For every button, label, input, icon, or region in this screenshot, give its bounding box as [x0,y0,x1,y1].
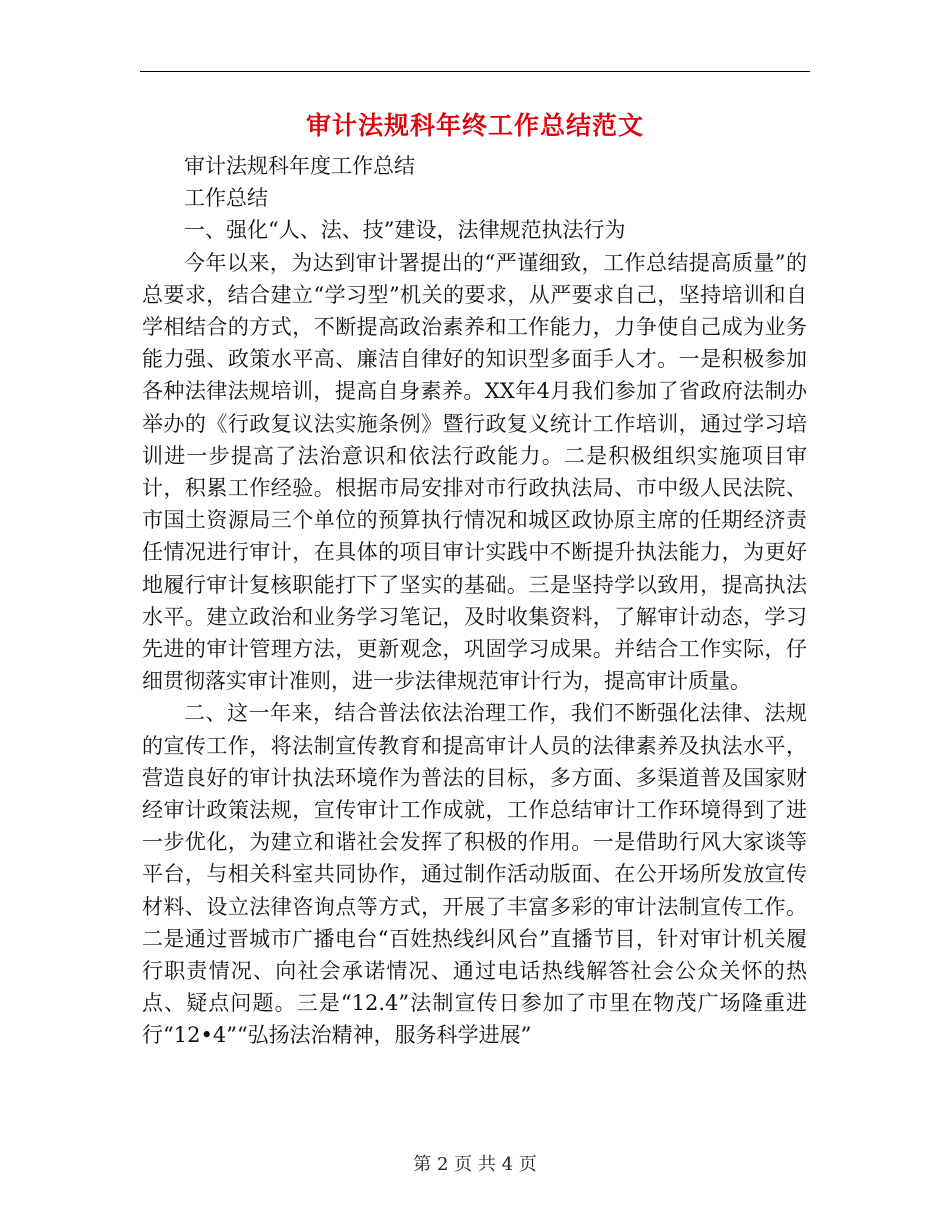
paragraph-section-label: 工作总结 [184,186,268,211]
document-title: 审计法规科年终工作总结范文 [305,111,644,140]
header-rule [140,71,810,72]
paragraph-body-two: 二、这一年来，结合普法依法治理工作，我们不断强化法律、法规的宣传工作，将法制宣传教育和提高审计人员的法律素养及执法水平，营造良好的审计执法环境作为普法的目标，多方面、多渠道普及国家财经审计政策法规，宣传审计工作成就，工作总结审计工作环境得到了进一步优化，为建立和谐社会发挥了积极的作用。一是借助行风大家谈等平台，与相关科室共同协作，通过制作活动版面、在公开场所发放宣传材料、设立法律咨询点等方式，开展了丰富多彩的审计法制宣传工作。二是通过晋城市广播电台“百姓热线纠风台”直播节目，针对审计机关履行职责情况、向社会承诺情况、通过电话热线解答社会公众关怀的热点、疑点问题。三是“12.4”法制宣传日参加了市里在物茂广场隆重进行“12•4”“弘扬法治精神，服务科学进展” [142,701,807,1048]
paragraph-body-one: 今年以来，为达到审计署提出的“严谨细致，工作总结提高质量”的总要求，结合建立“学习型”机关的要求，从严要求自己，坚持培训和自学相结合的方式，不断提高政治素养和工作能力，力争使自己成为业务能力强、政策水平高、廉洁自律好的知识型多面手人才。一是积极参加各种法律法规培训，提高自身素养。XX年4月我们参加了省政府法制办举办的《行政复议法实施条例》暨行政复义统计工作培训，通过学习培训进一步提高了法治意识和依法行政能力。二是积极组织实施项目审计，积累工作经验。根据市局安排对市行政执法局、市中级人民法院、市国土资源局三个单位的预算执行情况和城区政协原主席的任期经济责任情况进行审计，在具体的项目审计实践中不断提升执法能力，为更好地履行审计复核职能打下了坚实的基础。三是坚持学以致用，提高执法水平。建立政治和业务学习笔记，及时收集资料，了解审计动态，学习先进的审计管理方法，更新观念，巩固学习成果。并结合工作实际，仔细贯彻落实审计准则，进一步法律规范审计行为，提高审计质量。 [142,250,807,694]
document-body [142,150,807,1052]
paragraph-subtitle: 审计法规科年度工作总结 [184,154,415,178]
page-number-footer: 第 2 页 共 4 页 [413,1154,537,1175]
paragraph-heading-one: 一、强化“人、法、技”建设，法律规范执法行为 [184,218,626,243]
